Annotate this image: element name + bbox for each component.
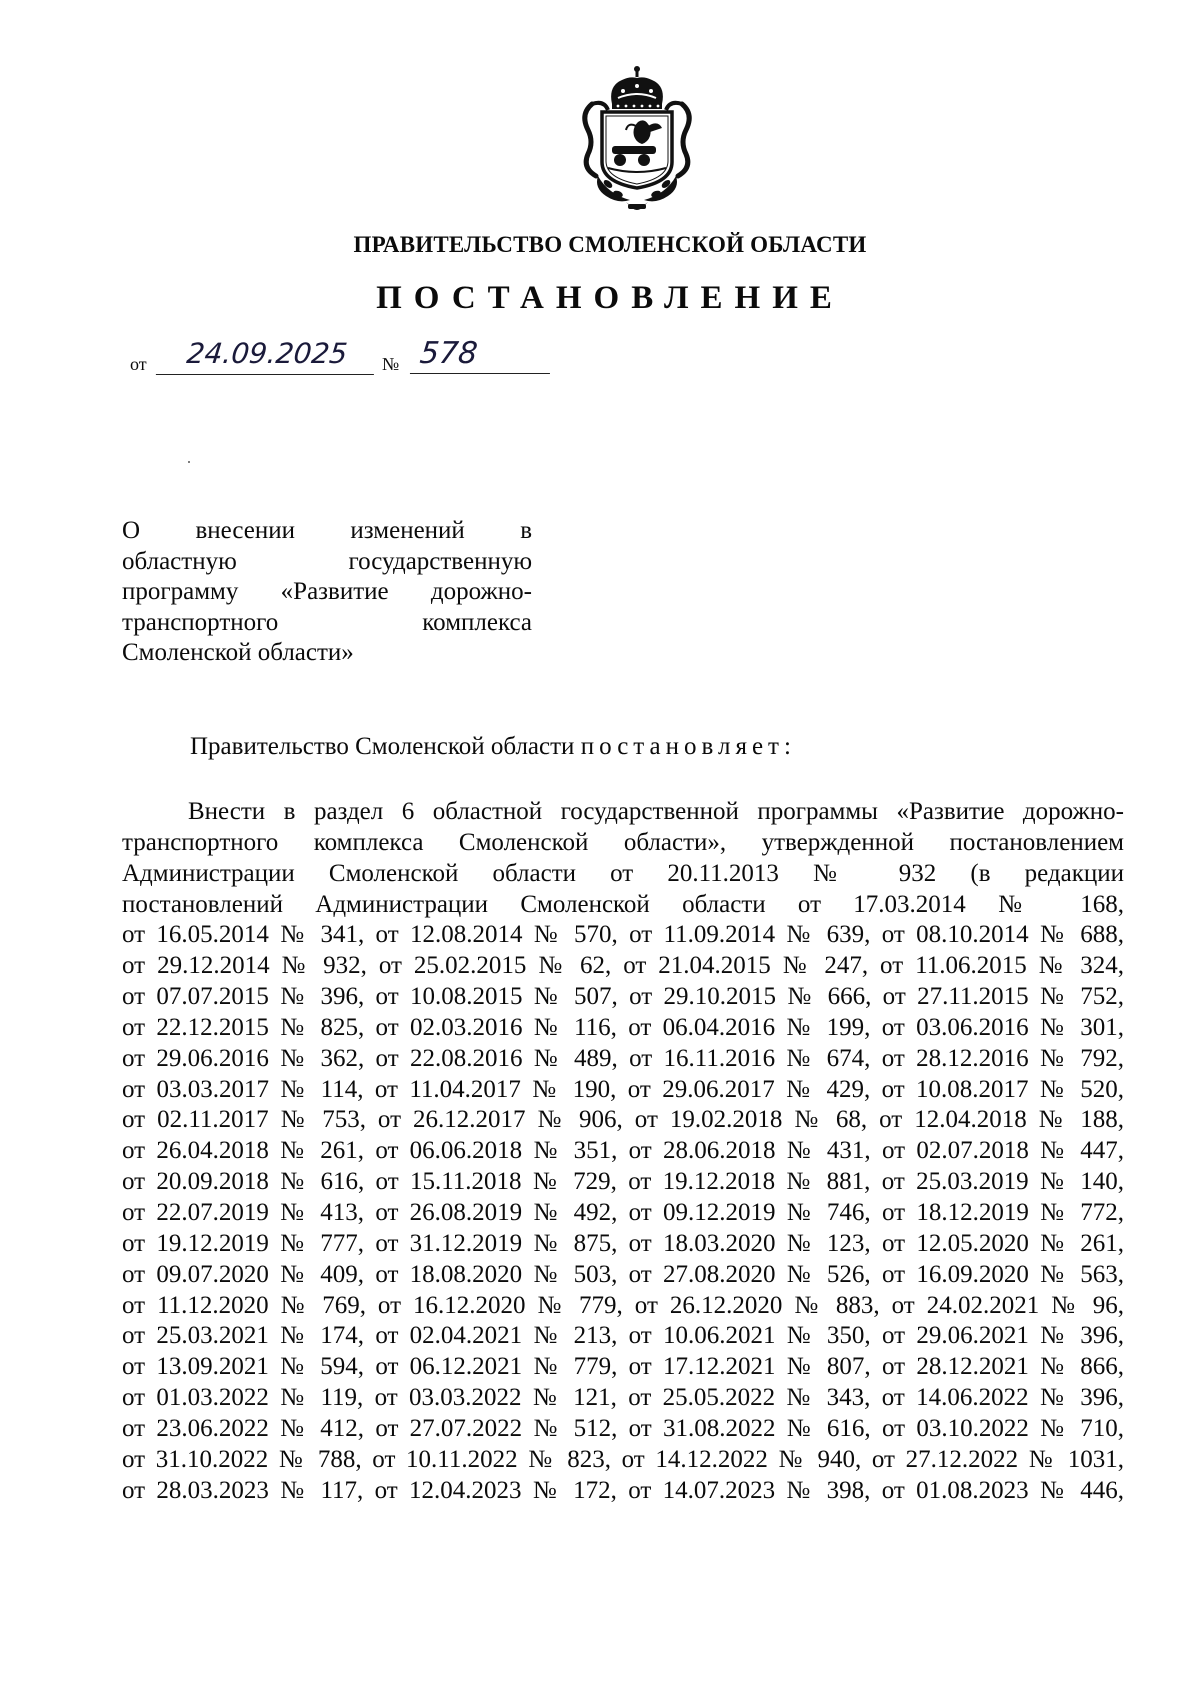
subject-line: Смоленской области» [122, 639, 354, 667]
scan-speck [188, 461, 190, 463]
body-line: от 29.12.2014 № 932, от 25.02.2015 № 62, от 21.04.2015 № 247, от 11.06.2015 № 324, [122, 952, 1124, 980]
organization-title: ПРАВИТЕЛЬСТВО СМОЛЕНСКОЙ ОБЛАСТИ [353, 232, 867, 257]
subject-line: программу «Развитие дорожно- [122, 578, 532, 606]
body-line: от 28.03.2023 № 117, от 12.04.2023 № 172, от 14.07.2023 № 398, от 01.08.2023 № 446, [122, 1476, 1124, 1504]
body-line: Администрации Смоленской области от 20.11.2013 № 932 (в редакции [122, 859, 1124, 887]
body-line: от 13.09.2021 № 594, от 06.12.2021 № 779, от 17.12.2021 № 807, от 28.12.2021 № 866, [122, 1353, 1124, 1381]
body-line: от 09.07.2020 № 409, от 18.08.2020 № 503, от 27.08.2020 № 526, от 16.09.2020 № 563, [122, 1260, 1124, 1288]
body-paragraph [122, 797, 1124, 1506]
body-line: Внести в раздел 6 областной государственной программы «Развитие дорожно- [188, 798, 1124, 825]
decree-statement [190, 733, 791, 761]
body-line: от 02.11.2017 № 753, от 26.12.2017 № 906, от 19.02.2018 № 68, от 12.04.2018 № 188, [122, 1106, 1124, 1134]
crown-icon [611, 66, 663, 109]
body-line: от 01.03.2022 № 119, от 03.03.2022 № 121, от 25.05.2022 № 343, от 14.06.2022 № 396, [122, 1384, 1124, 1412]
decree-lead: Правительство Смоленской области [190, 733, 581, 760]
shield-icon [602, 112, 672, 188]
body-line: от 22.07.2019 № 413, от 26.08.2019 № 492, от 09.12.2019 № 746, от 18.12.2019 № 772, [122, 1198, 1124, 1226]
body-line: от 19.12.2019 № 777, от 31.12.2019 № 875, от 18.03.2020 № 123, от 12.05.2020 № 261, [122, 1229, 1124, 1257]
number-prefix: № [382, 354, 400, 374]
decree-verb: постановляет [580, 733, 784, 760]
body-line: постановлений Администрации Смоленской области от 17.03.2014 № 168, [122, 890, 1124, 918]
body-line: от 20.09.2018 № 616, от 15.11.2018 № 729, от 19.12.2018 № 881, от 25.03.2019 № 140, [122, 1168, 1124, 1196]
body-line: от 22.12.2015 № 825, от 02.03.2016 № 116, от 06.04.2016 № 199, от 03.06.2016 № 301, [122, 1013, 1124, 1041]
body-line: от 25.03.2021 № 174, от 02.04.2021 № 213, от 10.06.2021 № 350, от 29.06.2021 № 396, [122, 1322, 1124, 1350]
subject-line: транспортного комплекса [122, 608, 532, 636]
handwritten-number: 578 [410, 334, 554, 374]
decree-tail: : [783, 733, 791, 760]
date-prefix: от [130, 354, 147, 374]
body-line: от 16.05.2014 № 341, от 12.08.2014 № 570, от 11.09.2014 № 639, от 08.10.2014 № 688, [122, 921, 1124, 949]
body-line: от 11.12.2020 № 769, от 16.12.2020 № 779, от 26.12.2020 № 883, от 24.02.2021 № 96, [122, 1291, 1124, 1319]
body-line: от 26.04.2018 № 261, от 06.06.2018 № 351, от 28.06.2018 № 431, от 02.07.2018 № 447, [122, 1137, 1124, 1165]
body-line: от 23.06.2022 № 412, от 27.07.2022 № 512, от 31.08.2022 № 616, от 03.10.2022 № 710, [122, 1414, 1124, 1442]
body-line: транспортного комплекса Смоленской области», утвержденной постановлением [122, 828, 1124, 856]
body-line: от 07.07.2015 № 396, от 10.08.2015 № 507, от 29.10.2015 № 666, от 27.11.2015 № 752, [122, 983, 1124, 1011]
document-date-number-line [122, 334, 562, 378]
document-subject [122, 516, 532, 669]
subject-line: О внесении изменений в [122, 517, 532, 544]
body-line: от 03.03.2017 № 114, от 11.04.2017 № 190, от 29.06.2017 № 429, от 10.08.2017 № 520, [122, 1075, 1124, 1103]
subject-line: областную государственную [122, 547, 532, 575]
coat-of-arms-emblem [578, 64, 696, 216]
document-type-heading: ПОСТАНОВЛЕНИЕ [376, 280, 844, 316]
body-line: от 31.10.2022 № 788, от 10.11.2022 № 823, от 14.12.2022 № 940, от 27.12.2022 № 1031, [122, 1445, 1124, 1473]
body-line: от 29.06.2016 № 362, от 22.08.2016 № 489, от 16.11.2016 № 674, от 28.12.2016 № 792, [122, 1044, 1124, 1072]
handwritten-date: 24.09.2025 [156, 334, 378, 375]
